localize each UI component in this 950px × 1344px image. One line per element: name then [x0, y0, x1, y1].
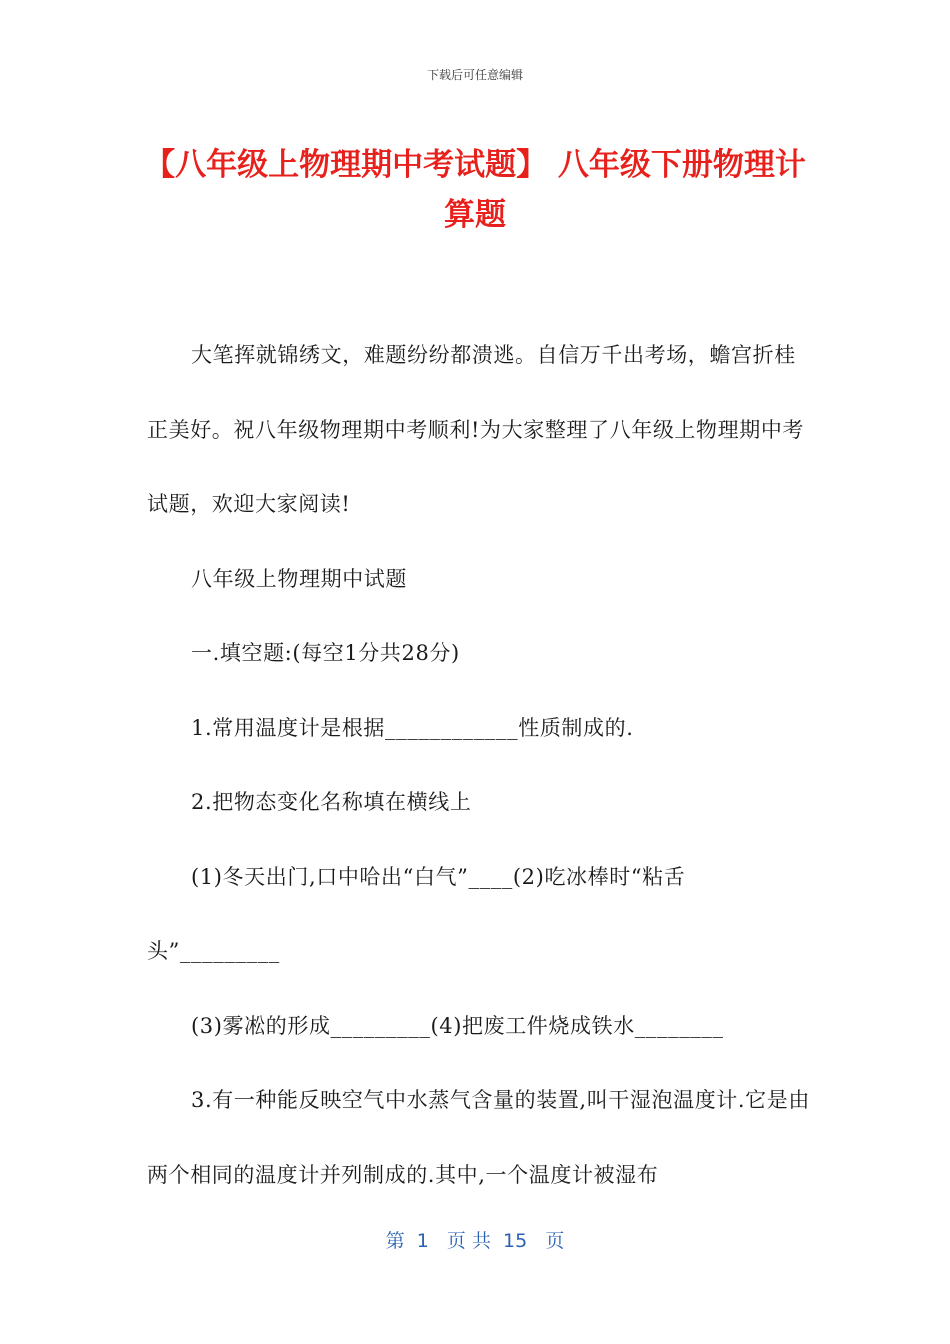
intro-paragraph: 大笔挥就锦绣文，难题纷纷都溃逃。自信万千出考场，蟾宫折桂正美好。祝八年级物理期中考顺利!为大家整理了八年级上物理期中考试题，欢迎大家阅读!: [147, 343, 805, 516]
header-note: 下载后可任意编辑: [426, 68, 523, 82]
document-title: 【八年级上物理期中考试题】 八年级下册物理计算题: [144, 147, 806, 233]
question-group-heading: 一.填空题:(每空1分共28分): [191, 641, 460, 665]
page-footer: 第 1 页 共 15 页: [385, 1230, 565, 1252]
question-2-parts-a: (1)冬天出门,口中哈出“白气”____(2)吃冰棒时“粘舌头”_________: [147, 864, 686, 963]
question-2-parts-b: (3)雾凇的形成_________(4)把废工件烧成铁水________: [191, 1013, 724, 1038]
section-heading: 八年级上物理期中试题: [191, 566, 407, 591]
question-2: 2.把物态变化名称填在横线上: [191, 790, 472, 814]
document-body: [147, 318, 817, 1212]
question-3: 3.有一种能反映空气中水蒸气含量的装置,叫干湿泡温度计.它是由两个相同的温度计并列制成的.其中,一个温度计被湿布: [147, 1088, 810, 1187]
question-1: 1.常用温度计是根据____________性质制成的.: [191, 715, 634, 740]
